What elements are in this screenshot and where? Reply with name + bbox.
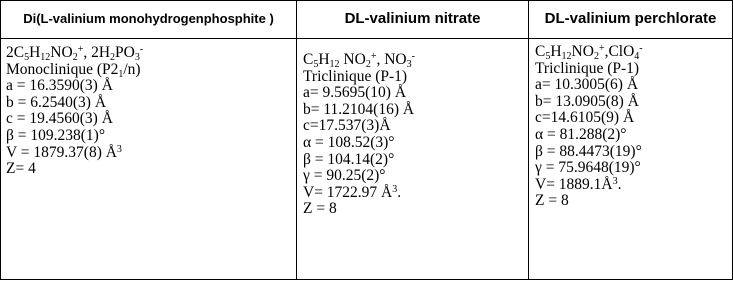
text-segment: C [535, 43, 546, 60]
col3-param-a: a= 10.3005(6) Å [535, 76, 639, 94]
col1-data [6, 45, 143, 178]
subscript: 3 [134, 52, 140, 63]
subscript: 2 [72, 52, 78, 63]
column-divider-1 [296, 0, 297, 280]
col2-volume [303, 185, 415, 202]
superscript: 3 [392, 183, 398, 195]
subscript: 1 [118, 68, 124, 80]
col3-data [535, 44, 643, 210]
col2-param-beta: β = 104.14(2)° [303, 150, 395, 168]
superscript: - [411, 51, 415, 62]
col1-param-a: a = 16.3590(3) Å [6, 77, 113, 95]
header-col3: DL-valinium perchlorate [544, 10, 717, 27]
col2-crystal-system: Triclinique (P-1) [303, 67, 408, 85]
col2-param-c: c=17.537(3)Å [303, 117, 391, 135]
col3-formula [535, 44, 643, 61]
col2-formula [303, 52, 415, 69]
text-segment: H [550, 43, 562, 60]
subscript: 12 [40, 52, 51, 63]
col2-param-b: b= 11.2104(16) Å [303, 100, 415, 118]
subscript: 5 [545, 51, 551, 62]
subscript: 5 [313, 59, 319, 70]
header-col1: Di(L-valinium monohydrogenphosphite ) [23, 11, 274, 26]
col1-param-c: c = 19.4560(3) Å [6, 110, 113, 128]
header-row-divider [0, 38, 733, 39]
col1-param-beta: β = 109.238(1)° [6, 126, 106, 144]
col1-volume [6, 145, 143, 162]
subscript: 2 [110, 52, 116, 63]
subscript: 5 [24, 52, 30, 63]
text-segment: NO [339, 51, 366, 68]
subscript: 4 [634, 51, 640, 62]
text-segment: NO [571, 43, 594, 60]
superscript: - [639, 43, 643, 54]
table-border-top [0, 0, 733, 1]
text-segment: H [318, 51, 330, 68]
text-segment: V= 1889.1Å [535, 175, 613, 193]
col2-data [303, 52, 415, 218]
text-segment: 2C [6, 44, 25, 61]
col3-z: Z = 8 [535, 192, 569, 210]
col3-param-b: b= 13.0905(8) Å [535, 92, 639, 110]
col1-param-b: b = 6.2540(3) Å [6, 93, 107, 111]
col3-param-gamma: γ = 75.9648(19)° [535, 159, 641, 177]
col1-z: Z= 4 [6, 160, 36, 178]
text-segment: . [397, 183, 402, 201]
col1-formula [6, 45, 143, 62]
col1-crystal-system [6, 62, 143, 79]
col3-crystal-system: Triclinique (P-1) [535, 59, 640, 77]
subscript: 2 [365, 59, 371, 70]
col2-param-gamma: γ = 90.25(2)° [303, 167, 386, 185]
subscript: 3 [406, 59, 412, 70]
text-segment: , NO [376, 51, 407, 68]
text-segment: Monoclinique (P2 [6, 60, 119, 78]
subscript: 2 [593, 51, 599, 62]
text-segment: , 2H [83, 44, 111, 61]
superscript: 3 [612, 175, 618, 187]
text-segment: V= 1722.97 Å [303, 183, 393, 201]
col3-param-c: c=14.6105(9) Å [535, 109, 635, 127]
col2-z: Z = 8 [303, 200, 337, 218]
superscript: - [139, 44, 144, 55]
col2-param-a: a= 9.5695(10) Å [303, 84, 407, 102]
col3-param-beta: β = 88.4473(19)° [535, 142, 642, 160]
col2-param-alpha: α = 108.52(3)° [303, 133, 395, 151]
column-divider-2 [528, 0, 529, 280]
text-segment: NO [50, 44, 73, 61]
text-segment: . [617, 175, 622, 193]
header-col2: DL-valinium nitrate [344, 10, 481, 27]
superscript: + [370, 51, 377, 62]
text-segment: H [29, 44, 41, 61]
subscript: 12 [329, 59, 340, 70]
col3-param-alpha: α = 81.288(2)° [535, 125, 627, 143]
col3-volume [535, 177, 643, 194]
superscript: + [598, 43, 605, 54]
text-segment: PO [115, 44, 135, 61]
superscript: + [77, 44, 84, 55]
text-segment: /n) [123, 60, 141, 78]
text-segment: V = 1879.37(8) Å [6, 143, 117, 161]
subscript: 12 [561, 51, 572, 62]
table-border-bottom [0, 279, 733, 280]
text-segment: ,ClO [604, 43, 635, 60]
text-segment: C [303, 51, 314, 68]
superscript: 3 [116, 143, 122, 155]
table-border-left [0, 0, 1, 280]
